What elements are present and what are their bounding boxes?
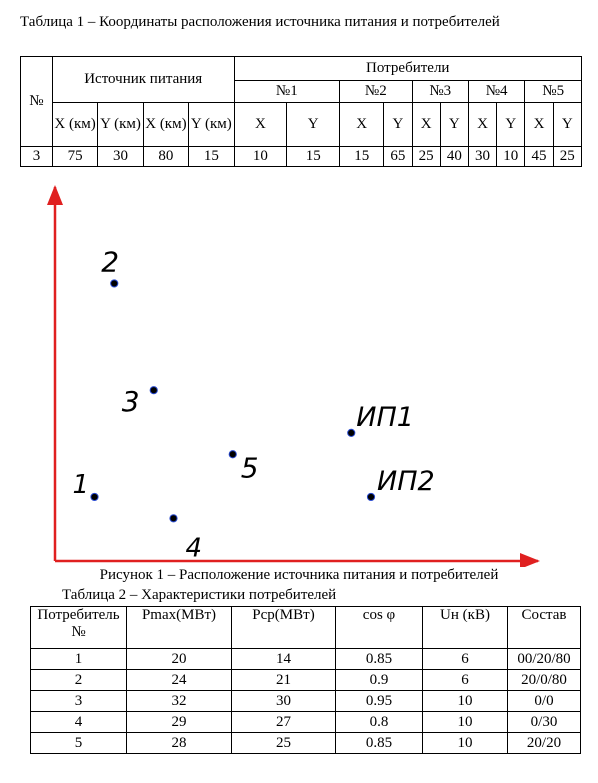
cell: 30 (98, 147, 143, 167)
cell: 25 (232, 733, 336, 754)
table-row (31, 712, 581, 733)
point-7 (367, 493, 374, 500)
point-label-4: 4 (185, 533, 203, 564)
table-row (31, 670, 581, 691)
cell: 30 (232, 691, 336, 712)
header-pmax: Pmax(МВт) (127, 607, 232, 649)
c4-x-header: X (468, 103, 496, 147)
consumers-table (30, 606, 581, 754)
cell: 3 (31, 691, 127, 712)
point-2 (111, 280, 118, 287)
cell: 0.85 (336, 733, 423, 754)
cell: 80 (143, 147, 188, 167)
cell: 21 (232, 670, 336, 691)
cell: 20/20 (508, 733, 581, 754)
cell: 0/0 (508, 691, 581, 712)
table-row (31, 733, 581, 754)
table2-caption: Таблица 2 – Характеристики потребителей (62, 587, 337, 603)
cell: 6 (423, 670, 508, 691)
source1-y-header: Y (км) (98, 103, 143, 147)
cell: 40 (440, 147, 468, 167)
cell: 0.8 (336, 712, 423, 733)
cell: 0.9 (336, 670, 423, 691)
cell: 15 (340, 147, 384, 167)
point-4 (170, 515, 177, 522)
cell: 28 (127, 733, 232, 754)
source2-y-header: Y (км) (189, 103, 234, 147)
cell: 27 (232, 712, 336, 733)
c1-x-header: X (234, 103, 287, 147)
coordinates-table (20, 56, 582, 167)
header-un: Uн (кВ) (423, 607, 508, 649)
cell: 25 (553, 147, 581, 167)
header-pcp: Pср(МВт) (232, 607, 336, 649)
cell: 1 (31, 649, 127, 670)
cell: 20 (127, 649, 232, 670)
cell: 32 (127, 691, 232, 712)
table1-caption: Таблица 1 – Координаты расположения источника питания и потребителей (20, 14, 500, 30)
cell: 24 (127, 670, 232, 691)
location-plot (0, 175, 598, 567)
cell: 0/30 (508, 712, 581, 733)
cell: 10 (423, 691, 508, 712)
header-consumers: Потребители (234, 57, 581, 81)
point-label-5: 5 (240, 451, 259, 485)
header-sostav: Состав (508, 607, 581, 649)
header-source: Источник питания (52, 57, 234, 103)
cell: 15 (287, 147, 340, 167)
cell: 00/20/80 (508, 649, 581, 670)
c3-y-header: Y (440, 103, 468, 147)
table-row (21, 147, 582, 167)
consumer-5-label: №5 (525, 81, 582, 103)
cell: 0.85 (336, 649, 423, 670)
header-consumer: Потребитель № (31, 607, 127, 649)
c3-x-header: X (412, 103, 440, 147)
cell: 5 (31, 733, 127, 754)
point-5 (229, 451, 236, 458)
cell: 75 (52, 147, 97, 167)
c2-x-header: X (340, 103, 384, 147)
point-label-2: 2 (101, 245, 120, 279)
consumer-4-label: №4 (468, 81, 524, 103)
cell: 4 (31, 712, 127, 733)
cell: 2 (31, 670, 127, 691)
consumer-2-label: №2 (340, 81, 412, 103)
cell: 0.95 (336, 691, 423, 712)
cell: 10 (497, 147, 525, 167)
cell: 10 (234, 147, 287, 167)
point-label-7: ИП2 (377, 465, 435, 497)
c1-y-header: Y (287, 103, 340, 147)
cell: 15 (189, 147, 234, 167)
cell: 30 (468, 147, 496, 167)
c2-y-header: Y (384, 103, 412, 147)
c4-y-header: Y (497, 103, 525, 147)
consumer-3-label: №3 (412, 81, 468, 103)
cell: 29 (127, 712, 232, 733)
cell: 10 (423, 733, 508, 754)
point-1 (91, 493, 98, 500)
cell: 3 (21, 147, 53, 167)
consumer-1-label: №1 (234, 81, 340, 103)
cell: 25 (412, 147, 440, 167)
table-row (31, 691, 581, 712)
source1-x-header: X (км) (52, 103, 97, 147)
point-label-1: 1 (72, 469, 90, 500)
cell: 14 (232, 649, 336, 670)
c5-x-header: X (525, 103, 553, 147)
point-label-6: ИП1 (356, 401, 414, 433)
cell: 10 (423, 712, 508, 733)
header-cos: cos φ (336, 607, 423, 649)
point-label-3: 3 (121, 385, 140, 419)
figure-caption: Рисунок 1 – Расположение источника питания и потребителей (99, 567, 499, 583)
header-num: № (21, 57, 53, 147)
c5-y-header: Y (553, 103, 581, 147)
table-row (31, 649, 581, 670)
cell: 45 (525, 147, 553, 167)
cell: 65 (384, 147, 412, 167)
point-6 (348, 429, 355, 436)
cell: 6 (423, 649, 508, 670)
point-3 (150, 387, 157, 394)
cell: 20/0/80 (508, 670, 581, 691)
source2-x-header: X (км) (143, 103, 188, 147)
